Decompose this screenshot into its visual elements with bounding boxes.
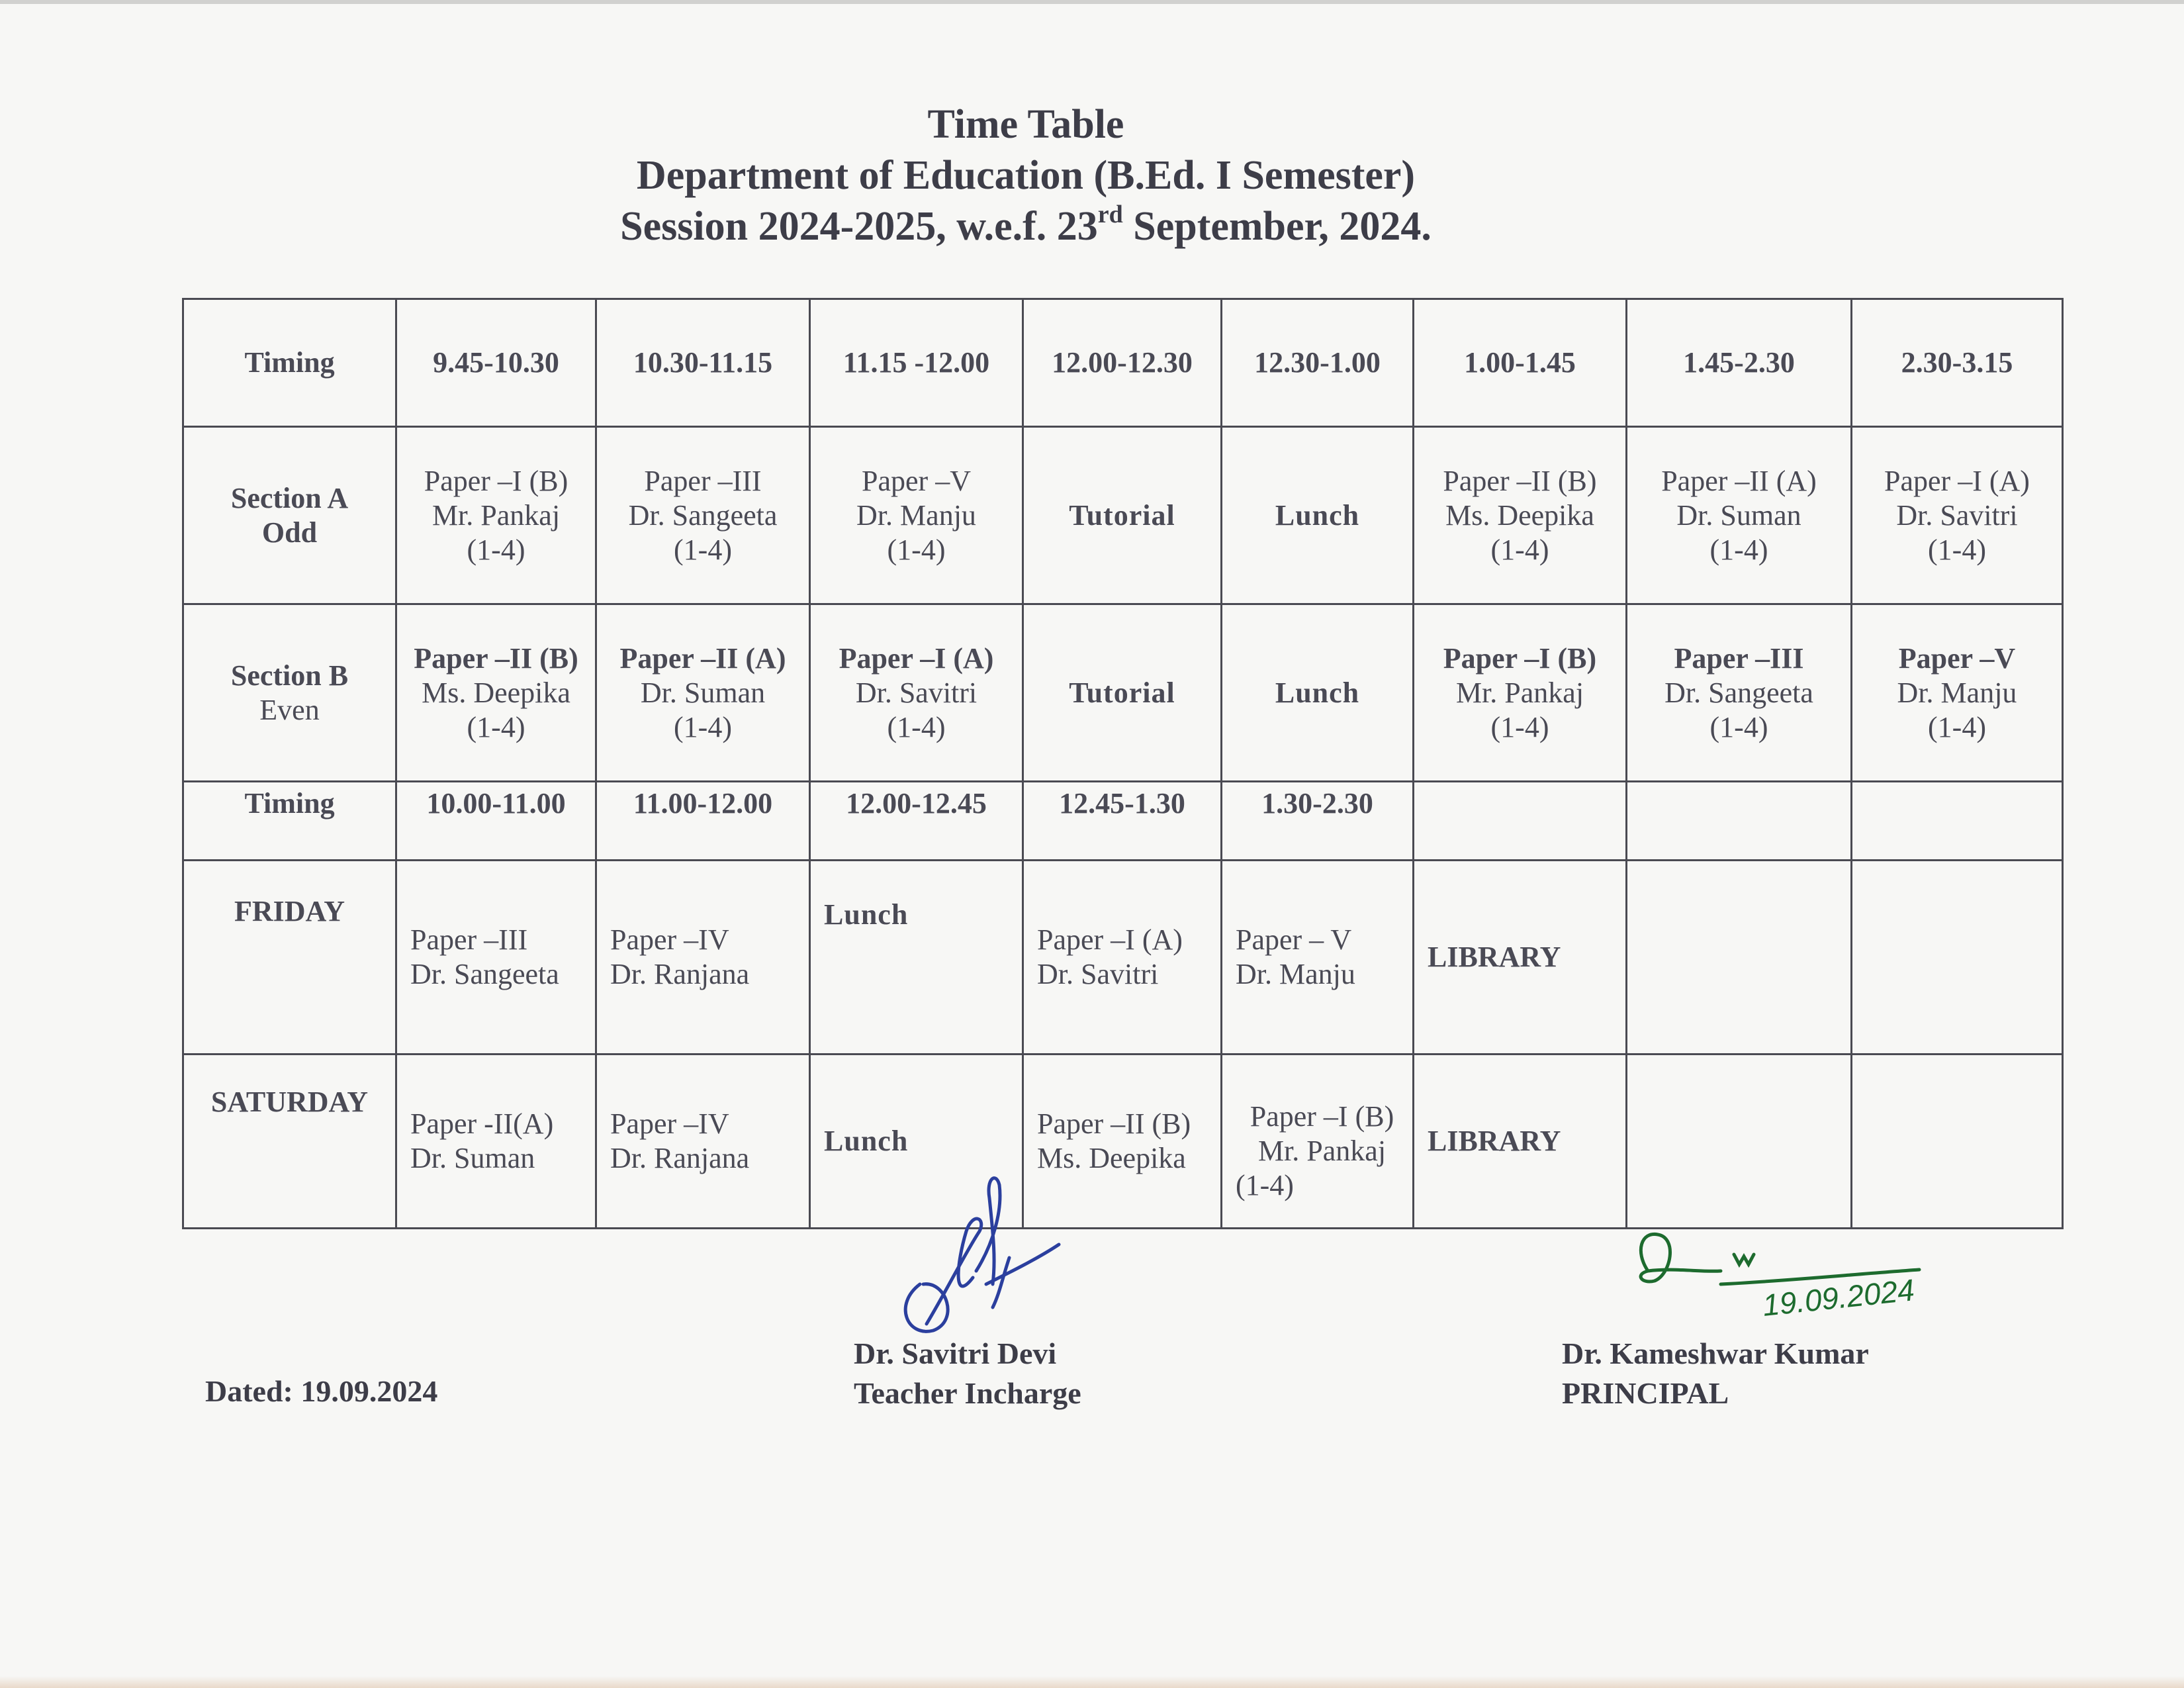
timing-slot [1414,782,1627,861]
principal-signature-icon [1621,1218,1992,1337]
timing-slot: 12.45-1.30 [1023,782,1222,861]
class-cell: Paper –II (B) Ms. Deepika (1-4) [1414,427,1627,604]
session-suffix: September, 2024. [1122,204,1432,249]
lunch-cell: Lunch [810,1055,1023,1229]
class-cell: Paper –V Dr. Manju (1-4) [1852,604,2063,782]
empty-cell [1627,1055,1852,1229]
class-cell: Paper –II (B) Ms. Deepika (1-4) [396,604,596,782]
friday-label: FRIDAY [183,861,396,1055]
session-prefix: Session 2024-2025, w.e.f. 23 [620,204,1098,249]
class-cell: Paper –I (A) Dr. Savitri (1-4) [1852,427,2063,604]
class-cell: Paper –II (A) Dr. Suman (1-4) [596,604,810,782]
principal-role: PRINCIPAL [1562,1376,1729,1410]
timing-slot: 1.30-2.30 [1222,782,1414,861]
teacher-name: Dr. Savitri Devi [854,1336,1057,1370]
principal-block [1562,1334,1869,1413]
timing-slot: 12.00-12.45 [810,782,1023,861]
class-cell: Paper –I (A) Dr. Savitri (1-4) [810,604,1023,782]
dated-label: Dated: 19.09.2024 [205,1374,438,1408]
timetable [182,298,2064,1229]
section-b-row [183,604,2063,782]
document-title: Time Table [927,102,1124,147]
library-cell: LIBRARY [1414,861,1627,1055]
timing-row-1 [183,299,2063,427]
saturday-row [183,1055,2063,1229]
timing-slot: 12.30-1.00 [1222,299,1414,427]
section-b-label: Section B Even [183,604,396,782]
tutorial-cell: Tutorial [1023,427,1222,604]
timing-slot: 11.00-12.00 [596,782,810,861]
class-cell: Paper –II (A) Dr. Suman (1-4) [1627,427,1852,604]
timing-label: Timing [183,782,396,861]
class-cell: Paper –I (B) Mr. Pankaj (1-4) [396,427,596,604]
lunch-cell: Lunch [1222,604,1414,782]
class-cell: Paper –V Dr. Manju (1-4) [810,427,1023,604]
scan-edge-bottom [0,1676,2184,1688]
tutorial-cell: Tutorial [1023,604,1222,782]
timing-slot: 2.30-3.15 [1852,299,2063,427]
class-cell: Paper –III Dr. Sangeeta [396,861,596,1055]
empty-cell [1627,861,1852,1055]
library-cell: LIBRARY [1414,1055,1627,1229]
lunch-cell: Lunch [810,861,1023,1055]
timing-slot [1627,782,1852,861]
class-cell: Paper –I (B) Mr. Pankaj (1-4) [1414,604,1627,782]
timing-row-2 [183,782,2063,861]
session-line [0,201,2052,252]
timing-slot [1852,782,2063,861]
section-a-row [183,427,2063,604]
session-superscript: rd [1097,201,1123,228]
empty-cell [1852,1055,2063,1229]
section-a-label: Section A Odd [183,427,396,604]
class-cell: Paper –III Dr. Sangeeta (1-4) [1627,604,1852,782]
timing-slot: 9.45-10.30 [396,299,596,427]
class-cell: Paper –III Dr. Sangeeta (1-4) [596,427,810,604]
document-header [0,99,2052,252]
timing-slot: 10.30-11.15 [596,299,810,427]
timing-slot: 12.00-12.30 [1023,299,1222,427]
teacher-role: Teacher Incharge [854,1376,1081,1410]
timing-slot: 11.15 -12.00 [810,299,1023,427]
class-cell: Paper –I (A) Dr. Savitri [1023,861,1222,1055]
timing-label: Timing [183,299,396,427]
empty-cell [1852,861,2063,1055]
scan-edge-top [0,0,2184,4]
class-cell: Paper –II (B) Ms. Deepika [1023,1055,1222,1229]
timing-slot: 10.00-11.00 [396,782,596,861]
department-line: Department of Education (B.Ed. I Semester) [636,153,1416,198]
timing-slot: 1.45-2.30 [1627,299,1852,427]
class-cell: Paper – V Dr. Manju [1222,861,1414,1055]
principal-signature-date-label: 19.09.2024 [1760,1272,1917,1323]
class-cell: Paper -II(A) Dr. Suman [396,1055,596,1229]
teacher-incharge-block [854,1334,1081,1413]
saturday-label: SATURDAY [183,1055,396,1229]
friday-row [183,861,2063,1055]
class-cell: Paper –IV Dr. Ranjana [596,861,810,1055]
lunch-cell: Lunch [1222,427,1414,604]
class-cell: Paper –I (B) Mr. Pankaj (1-4) [1222,1055,1414,1229]
principal-name: Dr. Kameshwar Kumar [1562,1336,1869,1370]
teacher-signature-icon [887,1172,1085,1344]
class-cell: Paper –IV Dr. Ranjana [596,1055,810,1229]
timing-slot: 1.00-1.45 [1414,299,1627,427]
